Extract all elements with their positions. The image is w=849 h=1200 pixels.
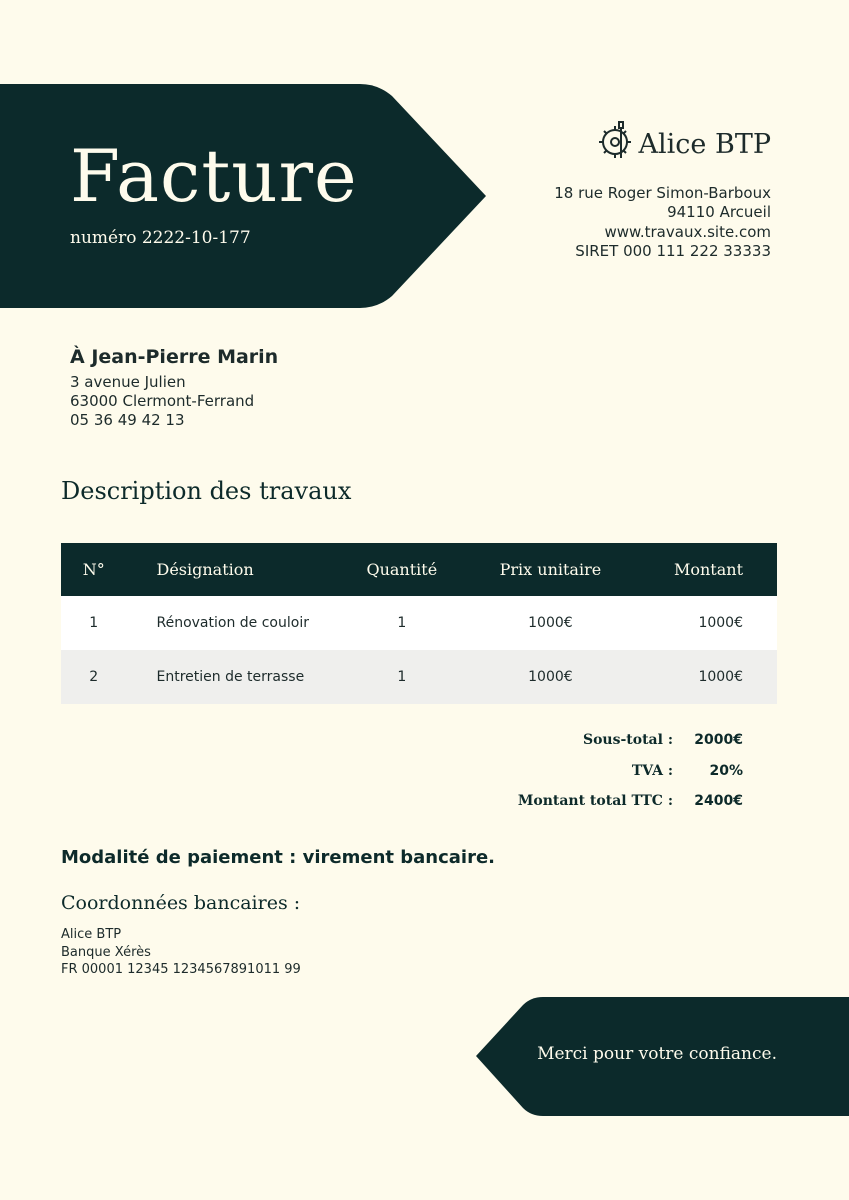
tax-label: TVA :: [631, 762, 673, 779]
total-row: [518, 786, 743, 817]
subtotal-label: Sous-total :: [582, 732, 673, 749]
table-header-row: [61, 543, 777, 596]
row-quantity: 1: [347, 596, 457, 650]
bank-holder: Alice BTP: [61, 927, 122, 942]
total-label: Montant total TTC :: [517, 793, 673, 810]
client-phone: 05 36 49 42 13: [70, 411, 185, 429]
document-title: Facture: [70, 134, 358, 218]
client-address-line1: 3 avenue Julien: [70, 373, 186, 391]
table-row: [61, 596, 777, 650]
row-amount: 1000€: [644, 650, 777, 704]
company-header: [554, 118, 771, 172]
row-number: 2: [61, 650, 127, 704]
tax-row: [518, 756, 743, 787]
table-row: [61, 650, 777, 704]
header-amount: Montant: [644, 543, 777, 596]
items-table: [61, 543, 777, 704]
row-unit-price: 1000€: [457, 650, 644, 704]
tax-value: 20%: [709, 762, 743, 779]
client-address-line2: 63000 Clermont-Ferrand: [70, 392, 255, 410]
bank-iban: FR 00001 12345 1234567891011 99: [61, 962, 301, 977]
company-siret: SIRET 000 111 222 33333: [575, 242, 771, 260]
bank-details: [61, 926, 301, 979]
company-block: [554, 118, 771, 262]
row-amount: 1000€: [644, 596, 777, 650]
client-name: À Jean-Pierre Marin: [70, 346, 279, 368]
header-quantity: Quantité: [347, 543, 457, 596]
section-title: Description des travaux: [61, 477, 352, 505]
company-address-line1: 18 rue Roger Simon-Barboux: [554, 183, 771, 202]
company-address-line2: 94110 Arcueil: [667, 203, 771, 221]
header-number: N°: [61, 543, 127, 596]
row-designation: Rénovation de couloir: [127, 596, 347, 650]
wrench-gear-icon: [597, 118, 633, 172]
thanks-message: Merci pour votre confiance.: [537, 1044, 777, 1064]
client-block: [70, 348, 278, 430]
total-value: 2400€: [694, 793, 743, 810]
totals-block: [518, 725, 743, 817]
bank-name: Banque Xérès: [61, 944, 151, 960]
payment-method: Modalité de paiement : virement bancaire.: [61, 847, 496, 868]
company-name: Alice BTP: [638, 129, 771, 160]
row-quantity: 1: [347, 650, 457, 704]
row-number: 1: [61, 596, 127, 650]
row-designation: Entretien de terrasse: [127, 650, 347, 704]
invoice-number: numéro 2222-10-177: [70, 228, 251, 248]
header-designation: Désignation: [127, 543, 347, 596]
bank-details-title: Coordonnées bancaires :: [61, 892, 301, 914]
company-website: www.travaux.site.com: [604, 222, 771, 241]
subtotal-value: 2000€: [694, 732, 743, 749]
row-unit-price: 1000€: [457, 596, 644, 650]
subtotal-row: [518, 725, 743, 756]
header-unit-price: Prix unitaire: [457, 543, 644, 596]
